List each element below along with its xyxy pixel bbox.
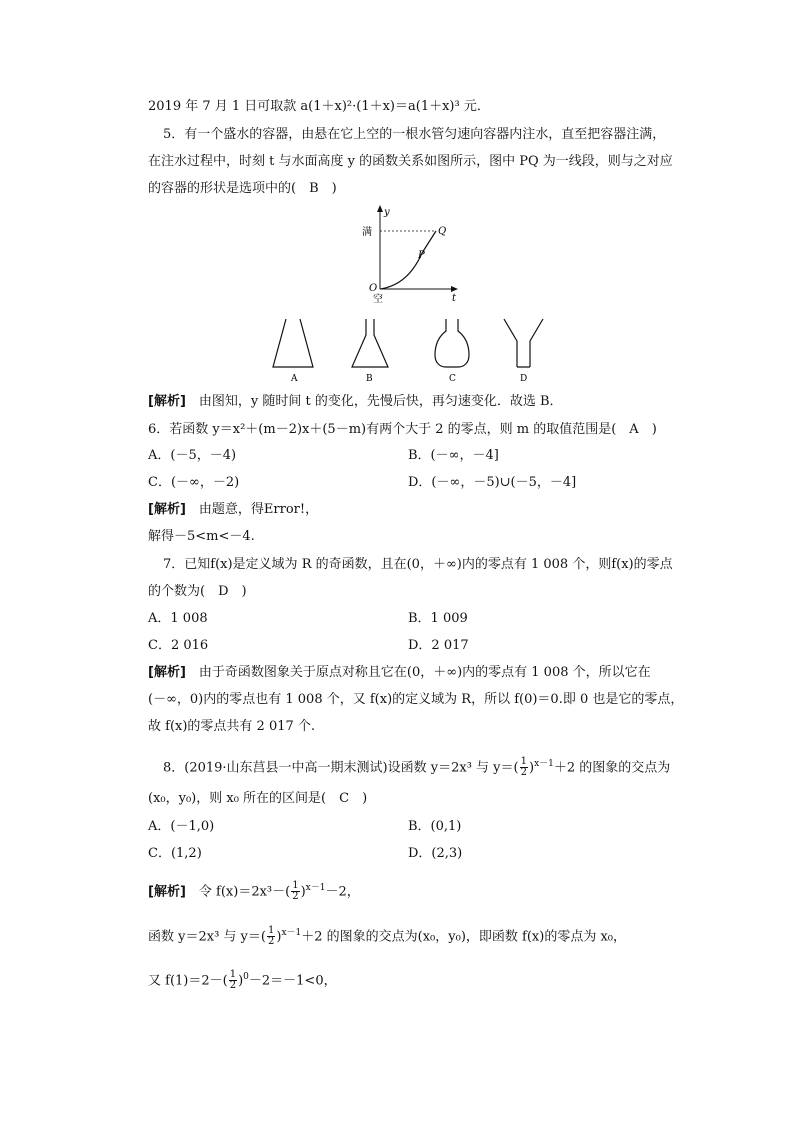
origin-label: O: [369, 283, 378, 294]
analysis-tag: [解析]: [148, 394, 186, 409]
q7-option-c: C．2 016: [148, 638, 209, 653]
analysis-6-text: 由题意，得Error!，: [198, 502, 319, 517]
analysis-5-text: 由图知，y 随时间 t 的变化，先慢后快，再匀速变化．故选 B．: [198, 394, 563, 409]
q8-text-pre: 8．(2019·山东莒县一中高一期末测试)设函数 y＝2x³ 与 y＝(: [163, 760, 519, 776]
q8-option-b: B．(0,1): [408, 819, 462, 834]
container-options-figure: [268, 315, 552, 387]
question-6: 6．若函数 y＝x²＋(m－2)x＋(5－m)有两个大于 2 的零点，则 m 的取值范围是( A ): [148, 422, 657, 437]
fraction-denominator: 2: [292, 891, 299, 903]
analysis-8b-exponent: x－1: [281, 928, 302, 938]
container-b-icon: [352, 319, 388, 367]
text-line-intro: 2019 年 7 月 1 日可取款 a(1＋x)²·(1＋x)＝a(1＋x)³ 元．: [148, 99, 490, 114]
q7-option-d: D．2 017: [408, 638, 469, 653]
q6-option-a: A．(－5，－4): [148, 448, 237, 463]
container-a-icon: [273, 319, 313, 367]
question-7-line-2: 的个数为( D ): [148, 584, 247, 599]
fraction-numerator: 1: [520, 756, 527, 768]
analysis-7: [148, 664, 651, 682]
curve-op: [380, 253, 422, 289]
analysis-6-result: 解得－5<m<－4.: [148, 529, 255, 544]
container-a-label: A: [291, 374, 298, 384]
analysis-7-text-1: 由于奇函数图象关于原点对称且它在(0，＋∞)内的零点有 1 008 个，所以它在: [198, 665, 651, 680]
analysis-7-line-3: 故 f(x)的零点共有 2 017 个.: [148, 719, 316, 734]
question-8-line-2: (x₀，y₀)，则 x₀ 所在的区间是( C ): [148, 791, 368, 806]
fraction-denominator: 2: [229, 980, 237, 992]
analysis-6: [148, 501, 318, 519]
container-d-label: D: [520, 374, 528, 384]
analysis-8-end: －2，: [325, 884, 360, 900]
empty-label: 空: [373, 294, 383, 305]
container-c-icon: [435, 319, 469, 367]
analysis-8c-exponent: 0: [243, 972, 249, 982]
p-label: P: [418, 250, 425, 261]
question-7-line-1: 7．已知f(x)是定义域为 R 的奇函数，且在(0，＋∞)内的零点有 1 008 个，则f(x)的零点: [163, 557, 673, 572]
q6-option-c: C．(－∞，－2): [148, 475, 240, 490]
y-axis-label: y: [384, 207, 390, 218]
y-axis-arrow: [377, 205, 383, 212]
q8-option-a: A．(－1,0): [148, 819, 215, 834]
fraction-one-half: [520, 757, 528, 778]
analysis-8b-end: ＋2 的图象的交点为(x₀，y₀)，即函数 f(x)的零点为 x₀，: [301, 929, 626, 945]
analysis-8: [148, 879, 360, 902]
paren-close: ): [238, 973, 244, 989]
analysis-7-line-2: (－∞，0)内的零点也有 1 008 个，又 f(x)的定义域为 R，所以 f(0)＝0.即 0 也是它的零点，: [148, 692, 684, 707]
q7-option-a: A．1 008: [148, 611, 208, 626]
paren-close: ): [276, 929, 282, 945]
analysis-8-exponent: x－1: [305, 883, 326, 893]
fraction-denominator: 2: [267, 936, 275, 948]
analysis-5: [148, 393, 563, 411]
q8-option-d: D．(2,3): [408, 846, 463, 861]
paren-close: ): [300, 884, 306, 900]
question-8-line-1: [163, 755, 670, 778]
fraction-denominator: 2: [520, 767, 527, 779]
fraction-numerator: 1: [229, 969, 237, 981]
water-height-graph: [360, 203, 470, 305]
question-5-line-2: 在注水过程中，时刻 t 与水面高度 y 的函数关系如图所示，图中 PQ 为一线段，则与之对应: [148, 154, 673, 169]
fraction-numerator: 1: [292, 880, 299, 892]
fraction-one-half: [291, 881, 299, 902]
q8-exponent: x－1: [534, 759, 554, 769]
q8-text-end: ＋2 的图象的交点为: [553, 760, 671, 776]
analysis-8-line-2: [148, 924, 626, 947]
analysis-8c-end: －2＝－1<0，: [248, 973, 337, 989]
q8-option-c: C．(1,2): [148, 846, 202, 861]
q6-option-d: D．(－∞，－5)∪(－5，－4]: [408, 475, 577, 490]
container-b-label: B: [366, 374, 373, 384]
q-label: Q: [438, 226, 447, 237]
analysis-8b-pre: 函数 y＝2x³ 与 y＝(: [148, 929, 266, 945]
analysis-tag: [解析]: [148, 884, 186, 900]
container-d-icon: [504, 319, 543, 367]
question-5-line-3: 的容器的形状是选项中的( B ): [148, 181, 337, 196]
q7-option-b: B．1 009: [408, 611, 468, 626]
t-axis-label: t: [452, 293, 457, 304]
t-axis-arrow: [451, 286, 458, 292]
analysis-tag: [解析]: [148, 665, 186, 680]
analysis-tag: [解析]: [148, 502, 186, 517]
fraction-numerator: 1: [267, 925, 275, 937]
analysis-8-pre: 令 f(x)＝2x³－(: [198, 884, 291, 900]
question-5-line-1: 5．有一个盛水的容器，由悬在它上空的一根水管匀速向容器内注水，直至把容器注满，: [163, 127, 666, 142]
fraction-one-half: [229, 970, 237, 991]
q6-option-b: B．(－∞，－4]: [408, 448, 499, 463]
analysis-8c-pre: 又 f(1)＝2－(: [148, 973, 228, 989]
full-label: 满: [362, 227, 372, 238]
q8-paren-close: ): [528, 760, 535, 776]
analysis-8-line-3: [148, 968, 337, 991]
fraction-one-half: [267, 926, 275, 947]
container-c-label: C: [449, 374, 456, 384]
